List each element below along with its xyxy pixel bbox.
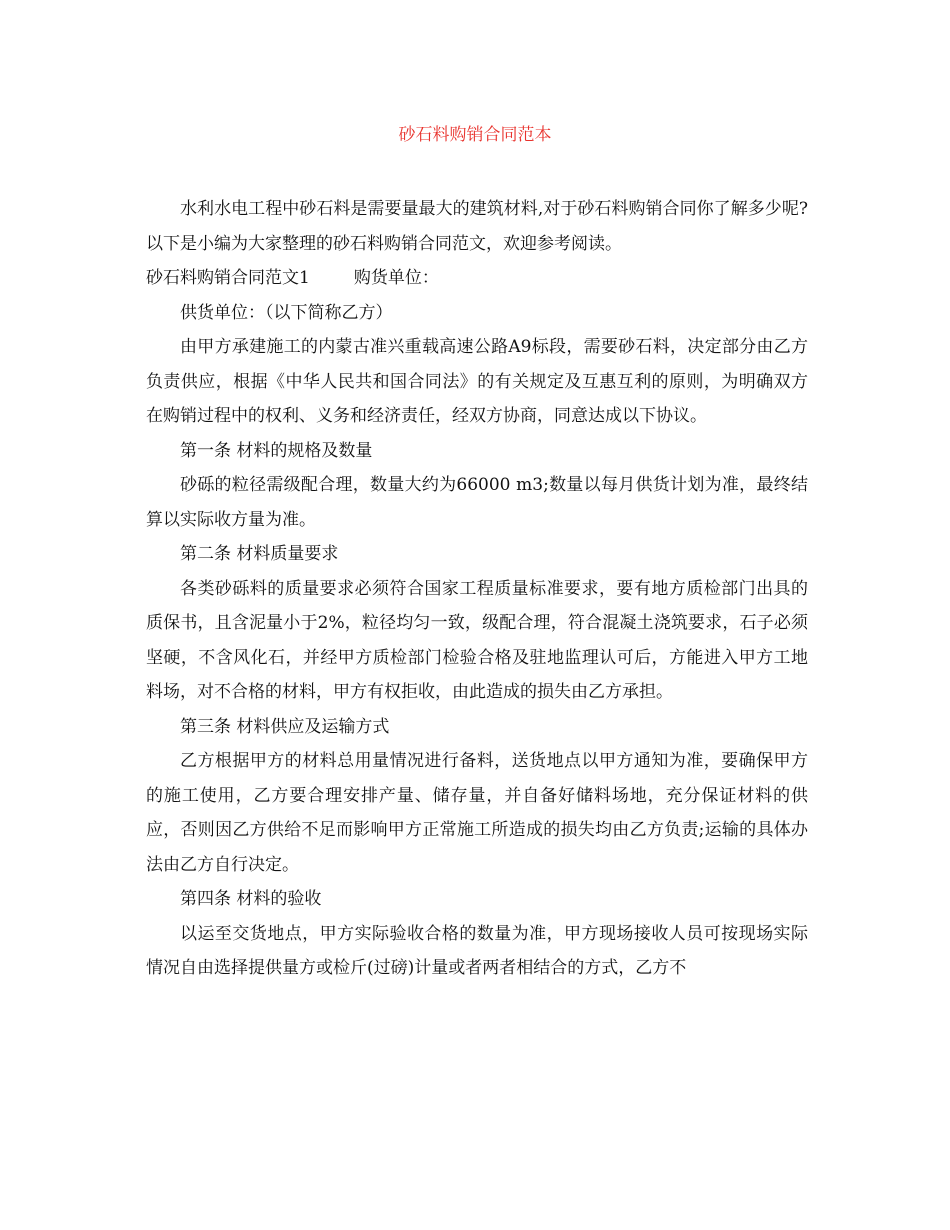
article-2-heading: 第二条 材料质量要求	[180, 544, 339, 564]
buyer-label: 购货单位：	[353, 268, 439, 288]
preamble-paragraph: 由甲方承建施工的内蒙古准兴重载高速公路A9标段，需要砂石料，决定部分由乙方负责供应，根据《中华人民共和国合同法》的有关规定及互惠互利的原则，为明确双方在购销过程中的权利、义务和经济责任，经双方协商，同意达成以下协议。	[146, 337, 808, 426]
document-body	[146, 192, 808, 986]
article-4-text: 以运至交货地点，甲方实际验收合格的数量为准，甲方现场接收人员可按现场实际情况自由选择提供量方或检斤(过磅)计量或者两者相结合的方式，乙方不	[146, 923, 808, 978]
article-1-text: 砂砾的粒径需级配合理，数量大约为66000 m3;数量以每月供货计划为准，最终结算以实际收方量为准。	[146, 475, 808, 530]
supplier-label: 供货单位：（以下简称乙方）	[180, 302, 393, 323]
article-1-heading: 第一条 材料的规格及数量	[180, 440, 373, 461]
article-2-text: 各类砂砾料的质量要求必须符合国家工程质量标准要求，要有地方质检部门出具的质保书，且含泥量小于2%，粒径均匀一致，级配合理，符合混凝土浇筑要求，石子必须坚硬，不含风化石，并经甲方质检部门检验合格及驻地监理认可后，方能进入甲方工地料场，对不合格的材料，甲方有权拒收，由此造成的损失由乙方承担。	[146, 578, 808, 702]
document-title: 砂石料购销合同范本	[398, 125, 552, 145]
article-4-heading: 第四条 材料的验收	[180, 889, 322, 909]
article-3-text: 乙方根据甲方的材料总用量情况进行备料，送货地点以甲方通知为准，要确保甲方的施工使用，乙方要合理安排产量、储存量，并自备好储料场地，充分保证材料的供应，否则因乙方供给不足而影响甲方正常施工所造成的损失均由乙方负责;运输的具体办法由乙方自行决定。	[146, 751, 808, 875]
sample-heading: 砂石料购销合同范文1	[146, 268, 310, 288]
intro-paragraph: 水利水电工程中砂石料是需要量最大的建筑材料,对于砂石料购销合同你了解多少呢?以下是小编为大家整理的砂石料购销合同范文，欢迎参考阅读。	[146, 199, 808, 254]
article-3-heading: 第三条 材料供应及运输方式	[180, 716, 390, 737]
sample-heading-line	[146, 261, 808, 296]
